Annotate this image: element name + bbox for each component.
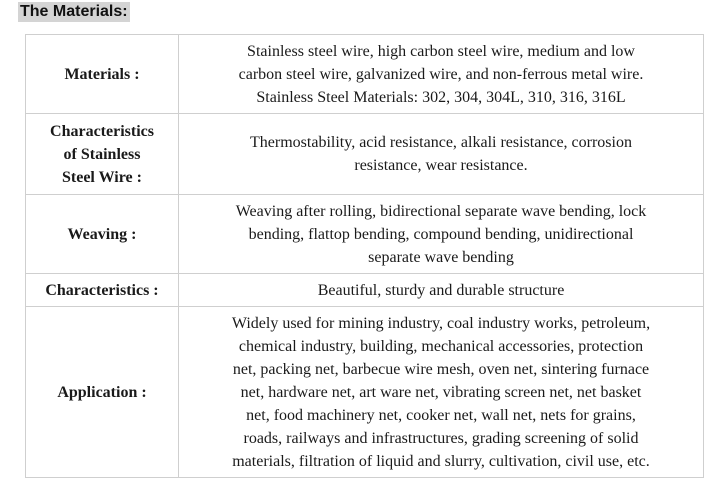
value-line: Thermostability, acid resistance, alkali resistance, corrosion [250,134,632,151]
materials-table [25,34,704,478]
value-line: bending, flattop bending, compound bending, unidirectional [248,225,634,243]
row-value [179,307,704,478]
value-line: roads, railways and infrastructures, grading screening of solid [243,429,639,447]
label-line: Application : [57,383,147,401]
table-row-characteristics [26,274,704,307]
value-line: net, packing net, barbecue wire mesh, oven net, sintering furnace [232,360,650,378]
value-line: net, hardware net, art ware net, vibrating screen net, net basket [240,383,642,401]
row-value [179,114,704,195]
value-line: carbon steel wire, galvanized wire, and non-ferrous metal wire. [238,65,644,83]
label-line: of Stainless [63,145,141,163]
value-line: chemical industry, building, mechanical accessories, protection [238,337,644,355]
label-line: Characteristics [50,122,154,140]
value-line: separate wave bending [368,248,514,266]
value-line: resistance, wear resistance. [354,157,528,174]
row-value [179,195,704,274]
table-row-application [26,307,704,478]
value-line: materials, filtration of liquid and slurry, cultivation, civil use, etc. [232,452,650,470]
label-line: Characteristics : [45,281,159,299]
value-line: Beautiful, sturdy and durable structure [317,281,565,299]
row-label [26,114,179,195]
label-line: Materials : [64,65,140,83]
value-line: Stainless Steel Materials: 302, 304, 304L, 310, 316, 316L [256,88,626,106]
row-label [26,35,179,114]
row-label [26,195,179,274]
value-line: Stainless steel wire, high carbon steel wire, medium and low [247,42,635,60]
row-label [26,274,179,307]
value-line: Weaving after rolling, bidirectional separate wave bending, lock [235,202,647,220]
row-label [26,307,179,478]
label-line: Steel Wire : [62,168,142,186]
table-row-weaving [26,195,704,274]
table-row-stainless-characteristics [26,114,704,195]
label-line: Weaving : [67,225,137,243]
section-heading: The Materials: [20,3,128,20]
row-value [179,274,704,307]
row-value [179,35,704,114]
value-line: Widely used for mining industry, coal industry works, petroleum, [231,314,651,332]
table-row-materials [26,35,704,114]
value-line: net, food machinery net, cooker net, wall net, nets for grains, [246,406,636,424]
